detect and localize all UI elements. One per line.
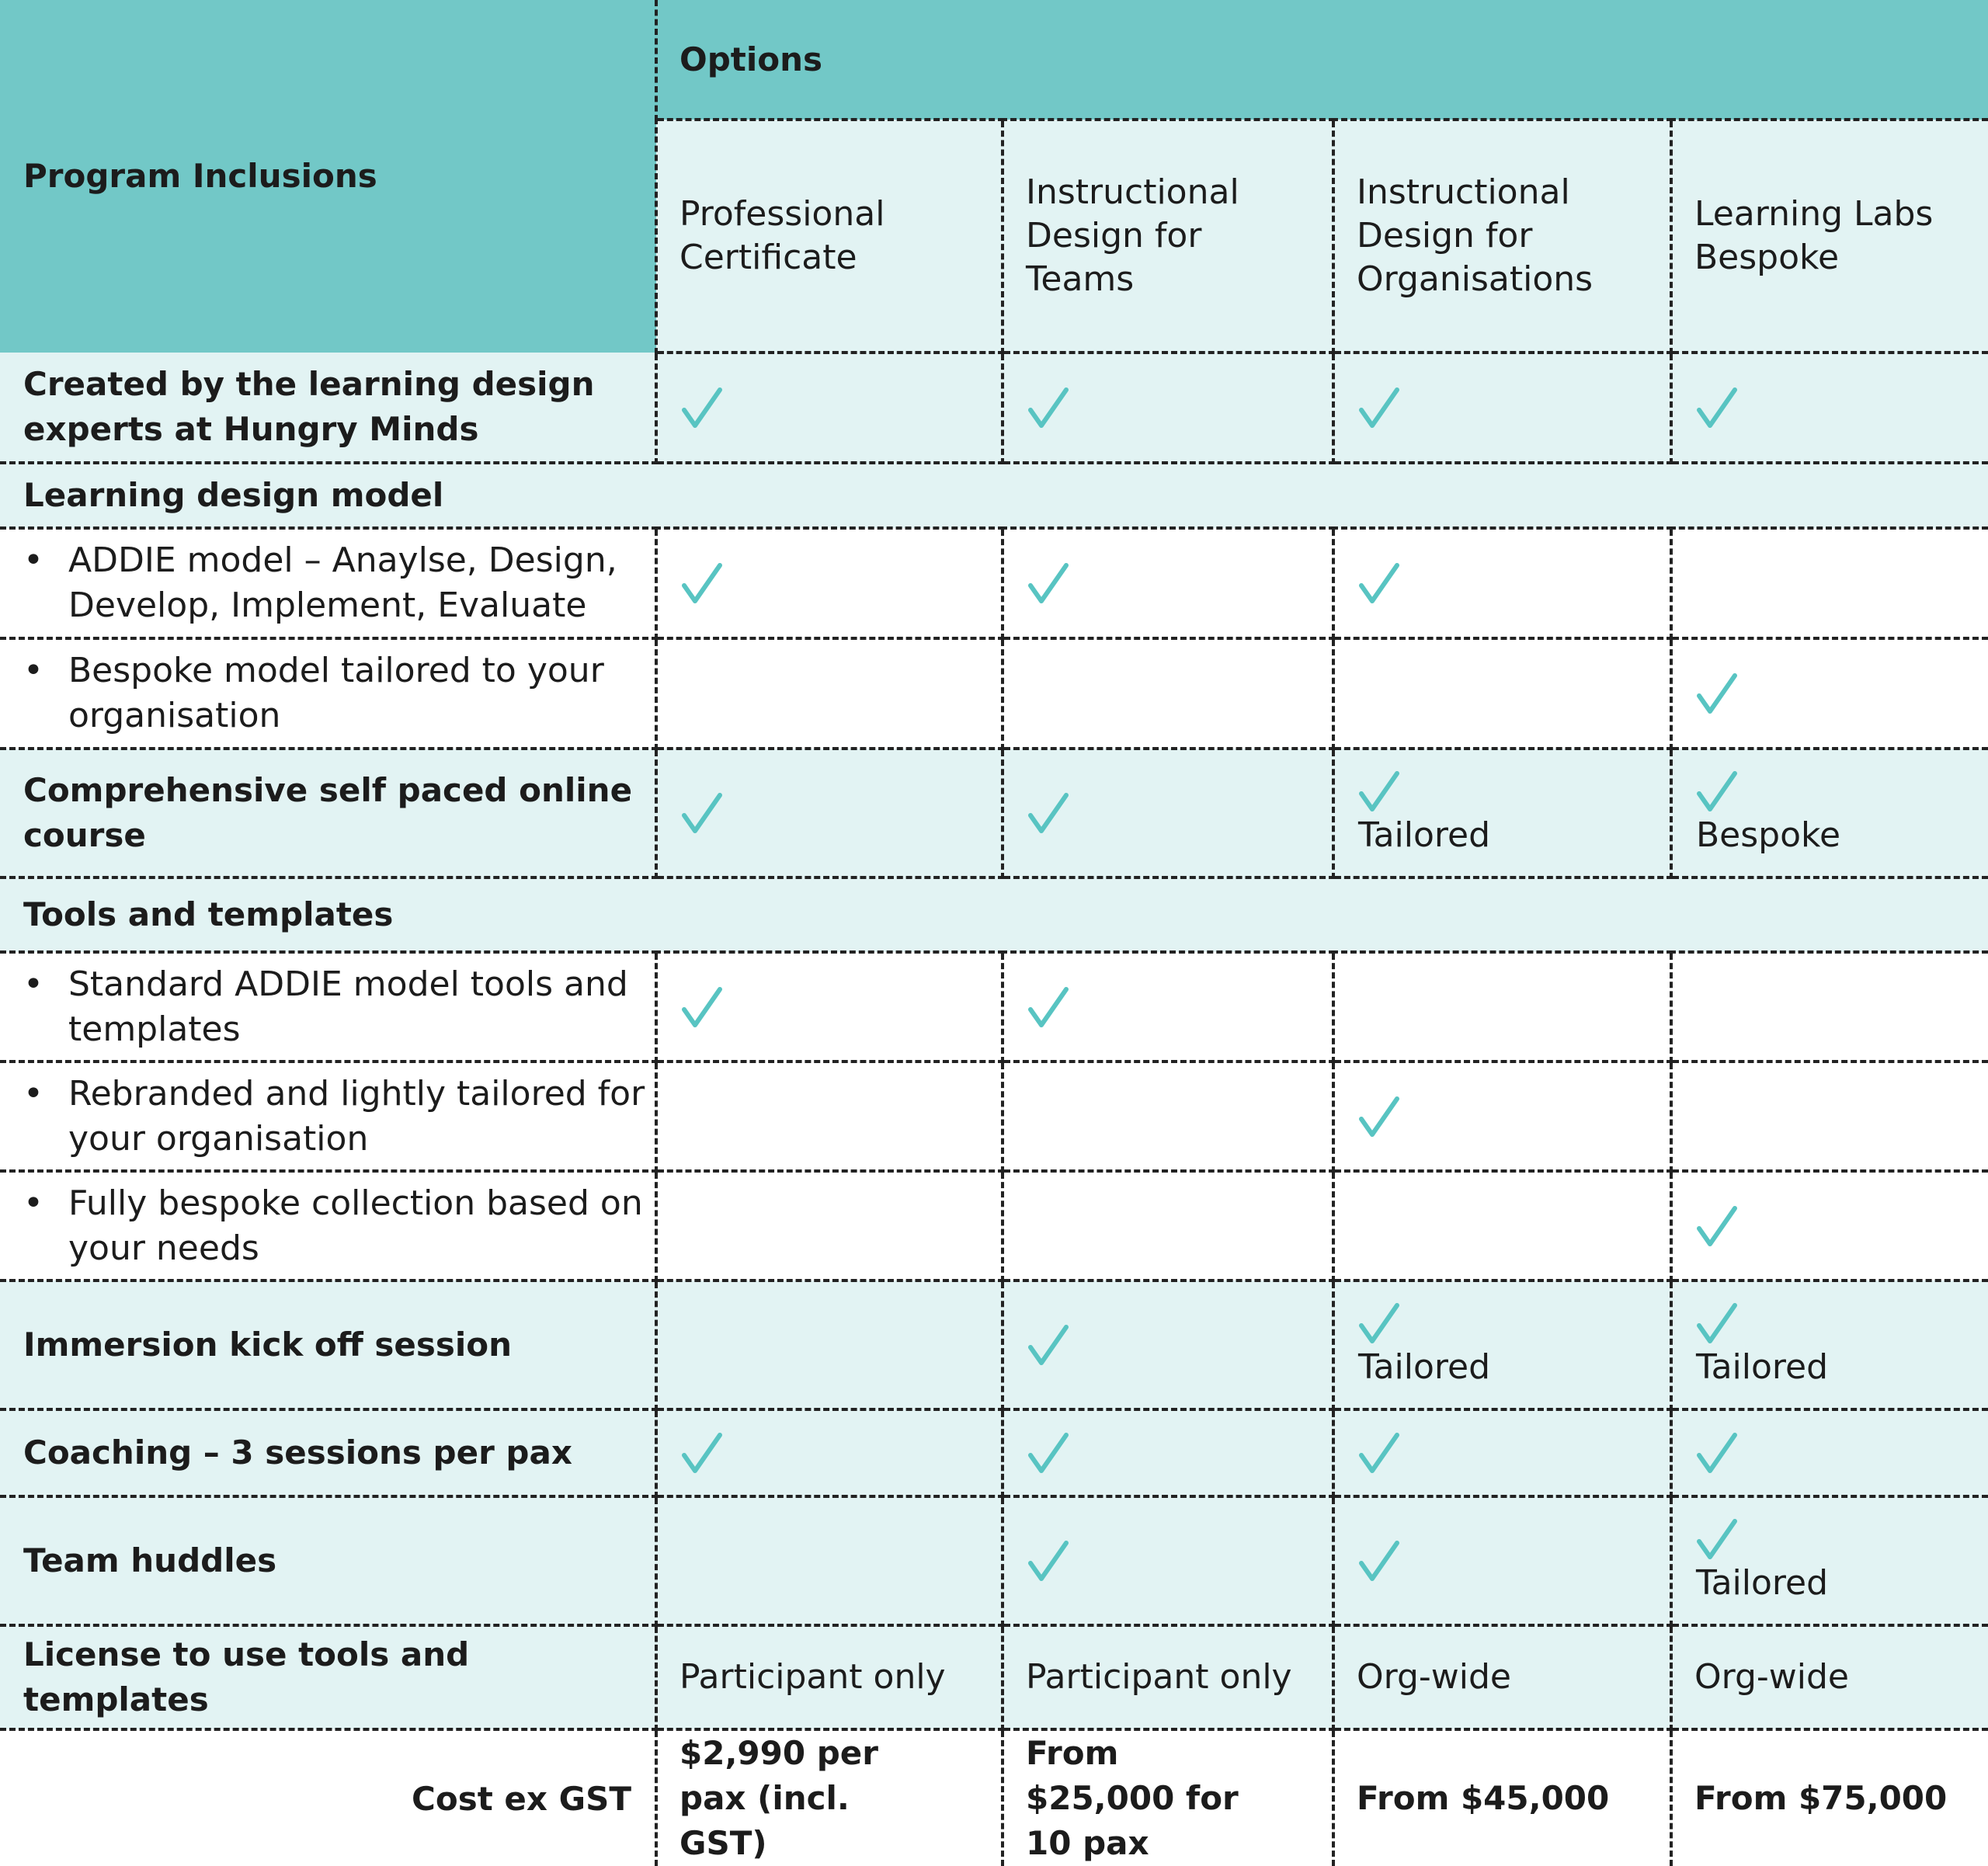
section-learning-design-model: Learning design model xyxy=(23,476,444,514)
check-icon xyxy=(1027,1430,1069,1475)
row-label-bespoke-collection xyxy=(0,1181,655,1271)
table-row xyxy=(0,1062,1988,1171)
bullet-glyph: • xyxy=(23,1073,43,1114)
cost-value: From $45,000 xyxy=(1357,1779,1610,1817)
check-icon xyxy=(1358,1430,1400,1475)
column-label: Professional Certificate xyxy=(679,194,885,277)
check-icon xyxy=(681,791,723,836)
check-icon xyxy=(1696,769,1738,814)
bullet-glyph: • xyxy=(23,651,43,690)
options-header xyxy=(656,0,1988,120)
license-value: Org-wide xyxy=(1694,1657,1849,1697)
column-header-learning-labs xyxy=(1671,120,1988,353)
program-inclusions-header xyxy=(0,0,656,353)
bullet-glyph: • xyxy=(23,540,43,580)
tick-with-note xyxy=(1673,1517,1988,1605)
row-label-bespoke-model xyxy=(0,648,655,738)
row-text: ADDIE model – Anaylse, Design, Develop, Implement, Evaluate xyxy=(68,540,617,625)
check-icon xyxy=(1696,1517,1738,1562)
table-row xyxy=(0,528,1988,638)
tick-with-note xyxy=(1673,1301,1988,1389)
check-icon xyxy=(1358,1538,1400,1583)
table-row xyxy=(0,1171,1988,1280)
check-icon xyxy=(1358,1301,1400,1346)
section-tools-templates: Tools and templates xyxy=(23,895,394,933)
row-text: Standard ADDIE model tools and templates xyxy=(68,964,628,1049)
row-label-rebranded-tools xyxy=(0,1072,655,1162)
cost-value: From $25,000 for 10 pax xyxy=(1026,1734,1239,1862)
cost-label: Cost ex GST xyxy=(412,1779,631,1818)
check-icon xyxy=(1358,385,1400,430)
check-icon xyxy=(1027,561,1069,606)
check-icon xyxy=(681,1430,723,1475)
check-icon xyxy=(681,985,723,1030)
table-row xyxy=(0,1625,1988,1729)
table-row xyxy=(0,463,1988,528)
check-icon xyxy=(681,561,723,606)
note-bespoke: Bespoke xyxy=(1696,815,1841,855)
table-row xyxy=(0,638,1988,749)
check-icon xyxy=(1696,385,1738,430)
bullet-glyph: • xyxy=(23,1183,43,1223)
row-label-addie-model xyxy=(0,538,655,628)
table-row xyxy=(0,1496,1988,1625)
column-header-professional-certificate xyxy=(656,120,1003,353)
row-label-online-course: Comprehensive self paced online course xyxy=(23,771,633,854)
row-label-created-by: Created by the learning design experts at Hungry Minds xyxy=(23,365,595,448)
check-icon xyxy=(1027,385,1069,430)
note-tailored: Tailored xyxy=(1358,815,1491,855)
bullet-glyph: • xyxy=(23,964,43,1004)
column-header-id-teams xyxy=(1003,120,1333,353)
check-icon xyxy=(1696,1301,1738,1346)
options-label: Options xyxy=(679,40,822,78)
table-row xyxy=(0,877,1988,952)
column-label: Instructional Design for Teams xyxy=(1026,172,1239,299)
row-label-team-huddles: Team huddles xyxy=(23,1541,277,1579)
column-label: Learning Labs Bespoke xyxy=(1694,194,1934,277)
check-icon xyxy=(1696,671,1738,716)
cost-value: From $75,000 xyxy=(1694,1779,1948,1817)
row-text: Fully bespoke collection based on your needs xyxy=(68,1183,643,1268)
note-tailored: Tailored xyxy=(1696,1563,1829,1603)
note-tailored: Tailored xyxy=(1358,1347,1491,1387)
check-icon xyxy=(1358,561,1400,606)
tick-with-note xyxy=(1335,769,1670,857)
table-row xyxy=(0,353,1988,463)
check-icon xyxy=(1696,1430,1738,1475)
row-label-standard-tools xyxy=(0,962,655,1052)
license-value: Org-wide xyxy=(1357,1657,1511,1697)
check-icon xyxy=(681,385,723,430)
row-text: Rebranded and lightly tailored for your organisation xyxy=(68,1073,645,1159)
check-icon xyxy=(1027,1322,1069,1367)
tick-with-note xyxy=(1335,1301,1670,1389)
license-value: Participant only xyxy=(1026,1657,1292,1697)
row-label-immersion: Immersion kick off session xyxy=(23,1326,513,1364)
column-header-id-organisations xyxy=(1333,120,1671,353)
cost-value: $2,990 per pax (incl. GST) xyxy=(679,1734,878,1862)
table-row xyxy=(0,952,1988,1062)
tick-with-note xyxy=(1673,769,1988,857)
check-icon xyxy=(1027,791,1069,836)
column-label: Instructional Design for Organisations xyxy=(1357,172,1594,299)
table-row xyxy=(0,749,1988,877)
table-row xyxy=(0,1280,1988,1409)
check-icon xyxy=(1696,1204,1738,1249)
check-icon xyxy=(1027,1538,1069,1583)
table-row xyxy=(0,1409,1988,1496)
check-icon xyxy=(1358,1094,1400,1139)
check-icon xyxy=(1027,985,1069,1030)
check-icon xyxy=(1358,769,1400,814)
note-tailored: Tailored xyxy=(1696,1347,1829,1387)
program-inclusions-label: Program Inclusions xyxy=(23,157,377,195)
row-text: Bespoke model tailored to your organisation xyxy=(68,651,604,735)
row-label-coaching: Coaching – 3 sessions per pax xyxy=(23,1433,572,1472)
row-label-license: License to use tools and templates xyxy=(23,1635,470,1718)
license-value: Participant only xyxy=(679,1657,946,1697)
